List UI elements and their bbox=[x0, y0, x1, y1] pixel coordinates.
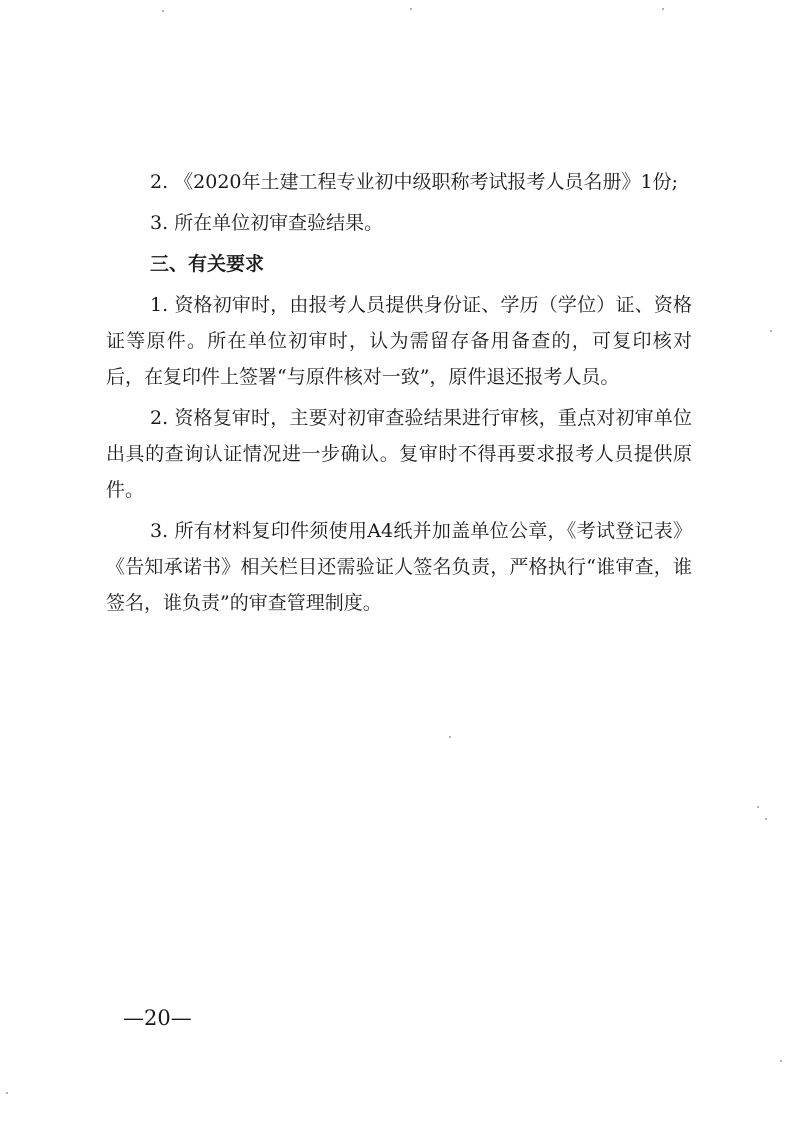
scan-speck bbox=[770, 330, 772, 332]
scan-speck bbox=[162, 10, 164, 12]
list-item-materials-results: 3. 所在单位初审查验结果。 bbox=[150, 212, 384, 234]
scan-speck bbox=[662, 8, 664, 10]
scan-speck bbox=[757, 806, 759, 808]
list-item-materials-roster: 2. 《2020年土建工程专业初中级职称考试报考人员名册》1份; bbox=[150, 171, 679, 193]
scan-speck bbox=[410, 8, 412, 10]
section-heading-requirements: 三、有关要求 bbox=[150, 253, 265, 275]
scan-speck bbox=[765, 818, 767, 820]
page-number: —20— bbox=[123, 1006, 192, 1030]
scan-speck bbox=[449, 736, 451, 738]
scan-speck bbox=[6, 1092, 8, 1094]
list-item-requirement-1: 1. 资格初审时，由报考人员提供身份证、学历（学位）证、资格证等原件。所在单位初审时，认为需留存备用备查的，可复印核对后，在复印件上签署“与原件核对一致”，原件退还报考人员。 bbox=[106, 294, 692, 388]
list-item-requirement-2: 2. 资格复审时，主要对初审查验结果进行审核，重点对初审单位出具的查询认证情况进一步确认。复审时不得再要求报考人员提供原件。 bbox=[106, 407, 692, 501]
document-body bbox=[106, 164, 692, 621]
scan-speck bbox=[780, 1060, 782, 1062]
list-item-requirement-3: 3. 所有材料复印件须使用A4纸并加盖单位公章，《考试登记表》《告知承诺书》相关栏目还需验证人签名负责，严格执行“谁审查，谁签名，谁负责”的审查管理制度。 bbox=[106, 520, 692, 614]
